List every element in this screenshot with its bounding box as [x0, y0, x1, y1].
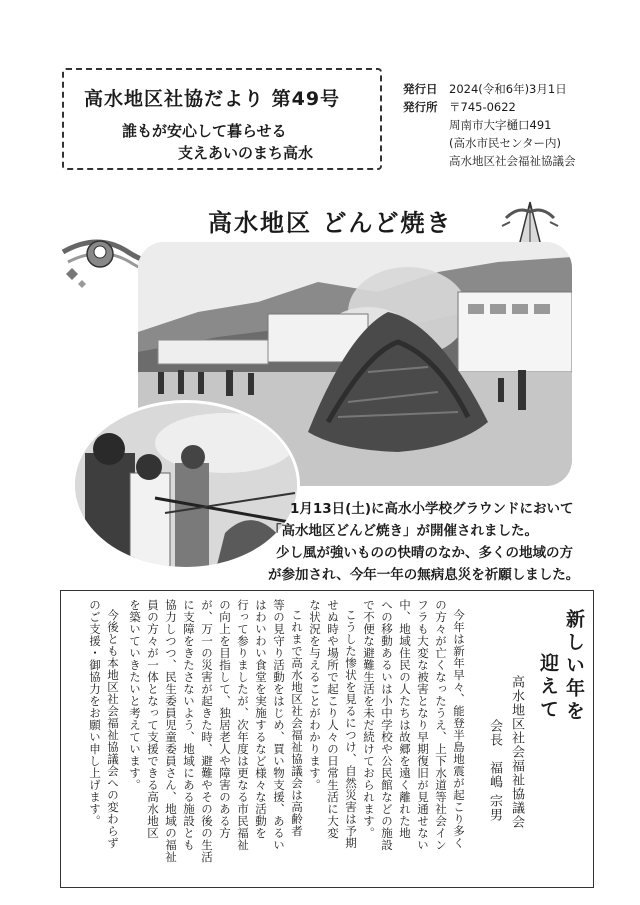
new-year-greeting-letter	[60, 590, 594, 888]
letter-body-line: で不便な避難生活を未だ続けておられます。	[362, 599, 376, 839]
letter-body-line: 等の見守り活動をはじめ、買い物支援、あるい	[272, 599, 286, 851]
letter-body-line: のご支援・御協力をお願い申し上げます。	[88, 599, 102, 827]
letter-body-line: せぬ時や場所で起こり人々の日常生活に大変	[326, 599, 340, 839]
letter-body-line: への移動あるいは小中学校や公民館などの施設	[380, 599, 394, 851]
letter-body-line: 中、地域住民の人たちは故郷を遠く離れた地	[398, 599, 412, 839]
photo-caption	[268, 498, 608, 586]
letter-body-line: フラも大変な被害となり早期復旧が見通せない	[416, 599, 430, 851]
letter-body-line: 今年は新年早々、能登半島地震が起こり多く	[452, 609, 466, 849]
letter-body-line: を築いていきたいと考えています。	[128, 599, 142, 791]
letter-body-line: 行って参りましたが、次年度は更なる市民福祉	[236, 599, 250, 851]
letter-body-line: 員の方々が一体となって支援できる高水地区	[146, 599, 160, 839]
newsletter-slogan-line2: 支えあいのまち高水	[178, 144, 314, 162]
publication-info	[403, 80, 576, 170]
letter-body-line: に支障をきたさないよう、地域にある施設とも	[182, 599, 196, 851]
letter-body-line: 今後とも本地区社会福祉協議会への変わらず	[106, 609, 120, 849]
postal-code: 〒745-0622	[449, 100, 516, 114]
letter-body-line: の向上を目指して、独居老人や障害のある方	[218, 599, 232, 839]
letter-title-line1: 新しい年を	[563, 609, 585, 724]
article-headline: 高水地区 どんど焼き	[208, 209, 453, 237]
newsletter-title-box	[62, 68, 382, 170]
letter-body-line: はわいわい食堂を実施するなど様々な活動を	[254, 599, 268, 839]
newsletter-title: 高水地区社協だより 第49号	[84, 88, 341, 110]
publisher-organization: 高水地区社会福祉協議会	[449, 154, 576, 168]
letter-body-line: 協力しつつ、民生委員児童委員さん、地域の福祉	[164, 599, 178, 863]
letter-body-line: これまで高水地区社会福祉協議会は高齢者	[290, 609, 304, 837]
publisher-address: 周南市大字樋口491	[449, 118, 552, 132]
letter-signature-name: 会長 福嶋 宗男	[487, 719, 502, 823]
letter-body-line: の方々が亡くなったうえ、上下水道等社会イン	[434, 599, 448, 851]
participants-scene-image	[75, 403, 300, 570]
caption-line: 1月13日(土)に高水小学校グラウンドにおいて	[290, 501, 574, 517]
letter-title-line2: 迎えて	[537, 653, 559, 722]
letter-body-line: が、万一の災害が起きた時、避難やその後の生活	[200, 599, 214, 863]
caption-line: 「高水地区どんど焼き」が開催されました。	[268, 523, 538, 539]
caption-line: が参加され、今年一年の無病息災を祈願しました。	[268, 567, 580, 583]
publish-date-label: 発行日	[403, 82, 438, 96]
publisher-label: 発行所	[403, 100, 438, 114]
publisher-address-note: (高水市民センター内)	[449, 136, 562, 150]
publish-date-value: 2024(令和6年)3月1日	[449, 82, 567, 96]
newsletter-slogan-line1: 誰もが安心して暮らせる	[122, 122, 287, 140]
letter-signature-organization: 高水地区社会福祉協議会	[509, 675, 524, 829]
letter-body-line: こうした惨状を見るにつけ、自然災害は予期	[344, 609, 358, 849]
caption-line: 少し風が強いものの快晴のなか、多くの地域の方	[276, 545, 573, 561]
participants-inset-photo	[72, 400, 300, 570]
letter-body-line: な状況を与えることがわかります。	[308, 599, 322, 791]
